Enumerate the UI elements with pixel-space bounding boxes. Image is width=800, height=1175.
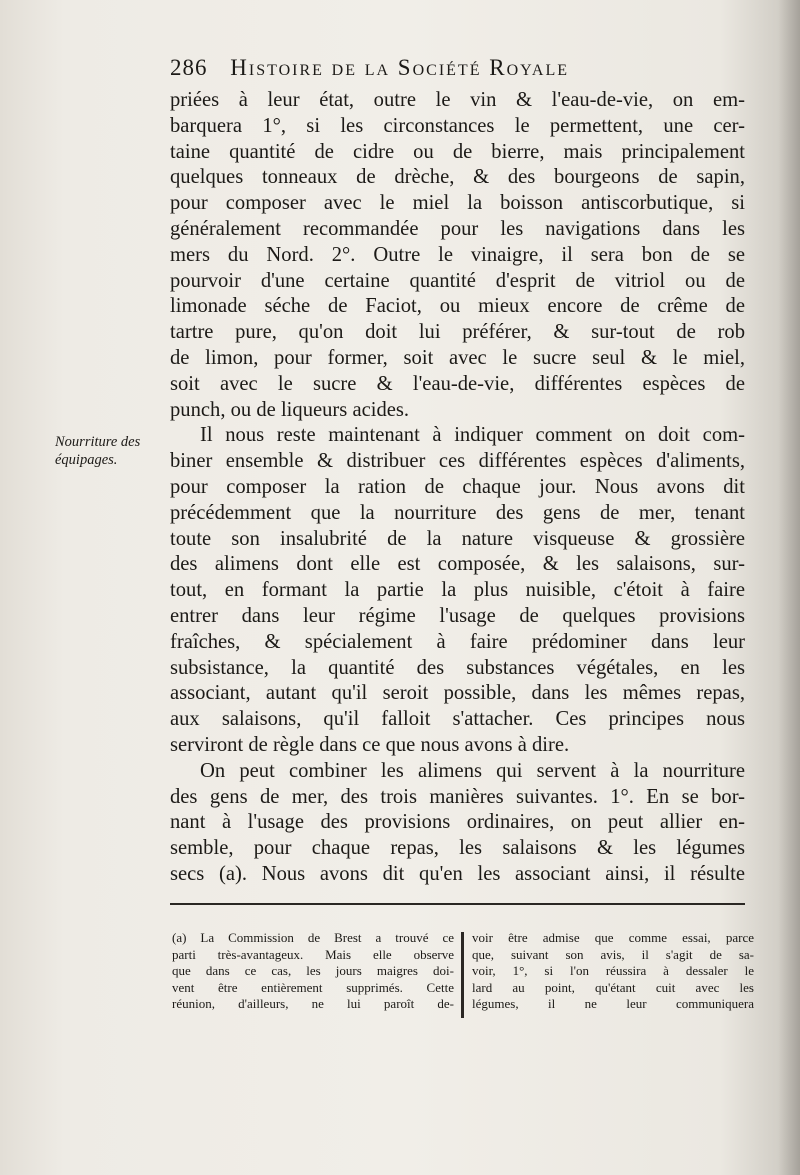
text-line: précédemment que la nourriture des gens de mer, tenant (170, 501, 745, 524)
footnote (172, 930, 754, 1020)
footnote-line: voir être admise que comme essai, parce (472, 930, 754, 945)
margin-note-line: Nourriture des (55, 434, 141, 450)
text-line: des gens de mer, des trois manières suivantes. 1°. En se bor- (170, 785, 745, 808)
text-line: aux salaisons, qu'il falloit s'attacher. Ces principes nous (170, 708, 745, 731)
footnote-line: voir, 1°, si l'on réussira à dessaler le (472, 963, 754, 979)
page-gutter-shadow (778, 0, 800, 1175)
text-line: punch, ou de liqueurs acides. (170, 398, 410, 421)
footnote-line: lard au point, qu'étant cuit avec les (472, 979, 754, 995)
text-line: Il nous reste maintenant à indiquer comment on doit com- (200, 424, 745, 447)
text-line: limonade séche de Faciot, ou mieux encore de crême de (170, 295, 745, 318)
running-title: Histoire de la Société Royale (230, 55, 569, 80)
text-line: pour composer avec le miel la boisson antiscorbutique, si (170, 192, 745, 215)
text-line: barquera 1°, si les circonstances le permettent, une cer- (170, 114, 745, 137)
text-line: pourvoir d'une certaine quantité d'esprit de vitriol ou de (170, 269, 745, 292)
text-line: fraîches, & spécialement à faire prédominer dans leur (170, 630, 745, 653)
margin-note (55, 433, 170, 469)
text-line: secs (a). Nous avons dit qu'en les associant ainsi, il résulte (170, 862, 745, 885)
text-line: mers du Nord. 2°. Outre le vinaigre, il sera bon de se (170, 243, 745, 266)
text-line: soit avec le sucre & l'eau-de-vie, différentes espèces de (170, 372, 745, 395)
footnote-line: parti très-avantageux. Mais elle observe (172, 946, 454, 962)
text-line: entrer dans leur régime l'usage de quelques provisions (170, 604, 745, 627)
footnote-line: vent être entièrement supprimés. Cette (172, 979, 454, 995)
footnote-column-left (172, 930, 454, 1013)
text-line: des alimens dont elle est composée, & les salaisons, sur- (170, 553, 745, 576)
text-line: nant à l'usage des provisions ordinaires, on peut allier en- (170, 811, 745, 834)
footnote-line: que, suivant son avis, il s'agit de sa- (472, 946, 754, 962)
footnote-line: (a) La Commission de Brest a trouvé ce (172, 930, 454, 945)
text-line: subsistance, la quantité des substances végétales, en les (170, 656, 745, 679)
text-line: semble, pour chaque repas, les salaisons & les légumes (170, 837, 745, 860)
margin-note-line: équipages. (55, 452, 118, 468)
footnote-column-divider (461, 932, 464, 1018)
text-line: biner ensemble & distribuer ces différentes espèces d'aliments, (170, 450, 745, 473)
body-text (170, 88, 745, 888)
footnote-line: légumes, il ne leur communiquera (472, 996, 754, 1012)
text-line: pour composer la ration de chaque jour. Nous avons dit (170, 475, 745, 498)
text-line: de limon, pour former, soit avec le sucre seul & le miel, (170, 346, 745, 369)
page-number: 286 (170, 55, 208, 80)
running-header (170, 55, 730, 81)
footnote-line: que dans ce cas, les jours maigres doi- (172, 963, 454, 979)
text-line: serviront de règle dans ce que nous avons à dire. (170, 733, 570, 756)
footnote-rule (170, 903, 745, 905)
text-line: tout, en formant la partie la plus nuisible, c'étoit à faire (170, 579, 745, 602)
text-line: généralement recommandée pour les navigations dans les (170, 217, 745, 240)
text-line: tartre pure, qu'on doit lui préférer, & sur-tout de rob (170, 321, 745, 344)
footnote-column-right (472, 930, 754, 1013)
text-line: quelques tonneaux de drèche, & des bourgeons de sapin, (170, 166, 745, 189)
text-line: taine quantité de cidre ou de bierre, mais principalement (170, 140, 745, 163)
text-line: On peut combiner les alimens qui servent à la nourriture (200, 759, 745, 782)
text-line: toute son insalubrité de la nature visqueuse & grossière (170, 527, 745, 550)
text-line: priées à leur état, outre le vin & l'eau-de-vie, on em- (170, 89, 745, 111)
footnote-line: réunion, d'ailleurs, ne lui paroît de- (172, 996, 454, 1012)
text-line: associant, autant qu'il seroit possible, dans les mêmes repas, (170, 682, 745, 705)
